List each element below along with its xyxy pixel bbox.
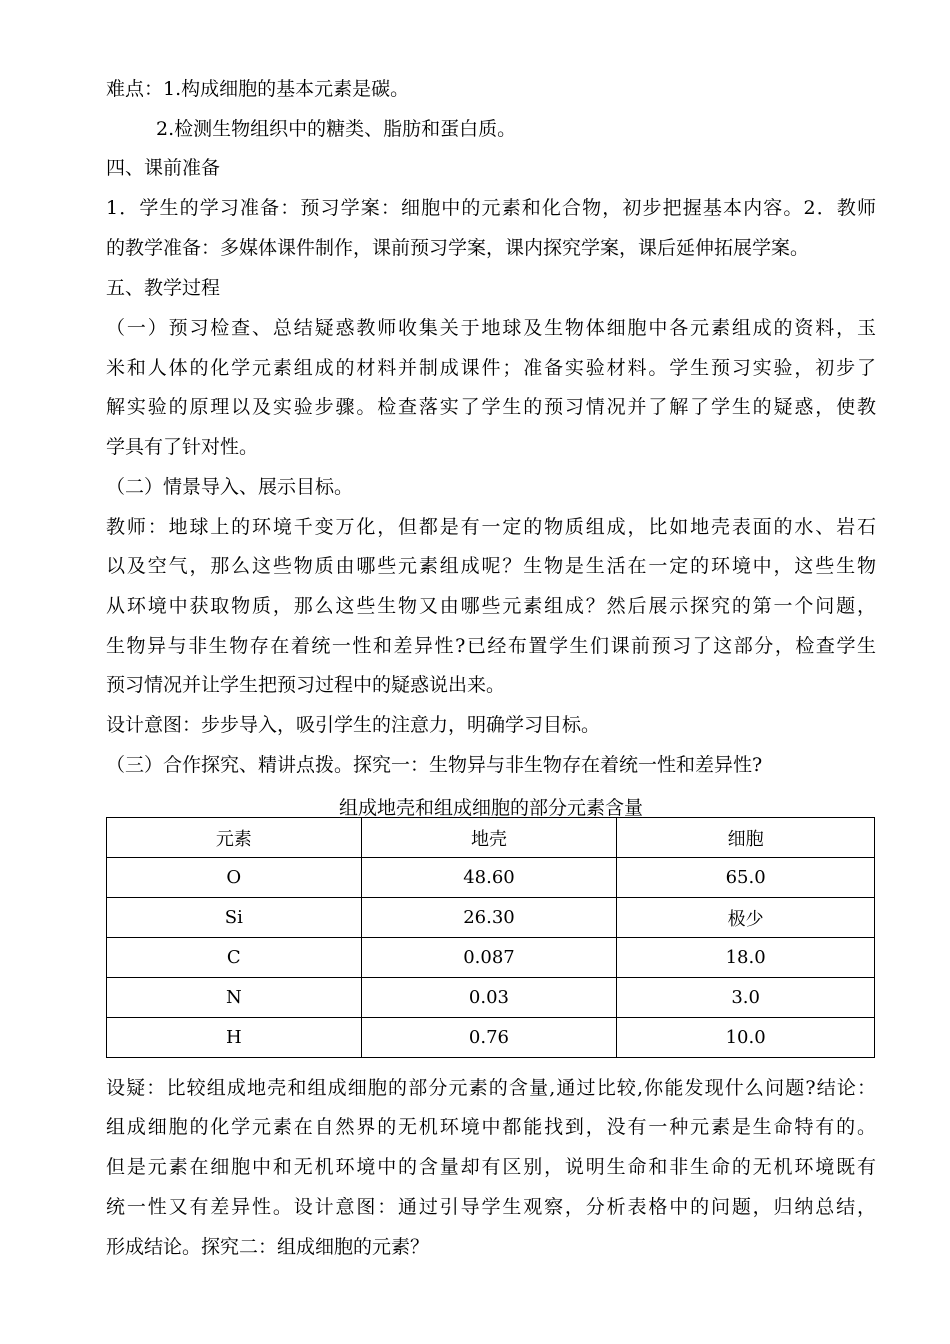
table-row (107, 1018, 875, 1058)
text-line: 以及空气，那么这些物质由哪些元素组成呢？生物是生活在一定的环境中，这些生物 (106, 555, 876, 577)
text-line: 教师：地球上的环境千变万化，但都是有一定的物质组成，比如地壳表面的水、岩石 (106, 516, 876, 538)
text-line: 形成结论。探究二：组成细胞的元素？ (106, 1236, 430, 1258)
table-cell: 26.30 (361, 898, 617, 938)
text-line: 生物异与非生物存在着统一性和差异性?已经布置学生们课前预习了这部分，检查学生 (106, 635, 876, 657)
text-line: 设疑：比较组成地壳和组成细胞的部分元素的含量,通过比较,你能发现什么问题?结论： (106, 1077, 876, 1099)
table-cell: 3.0 (617, 978, 875, 1018)
text-line: 1．学生的学习准备：预习学案：细胞中的元素和化合物，初步把握基本内容。2．教师 (106, 197, 876, 219)
text-line: 从环境中获取物质，那么这些生物又由哪些元素组成？然后展示探究的第一个问题， (106, 595, 876, 617)
table-row (107, 978, 875, 1018)
table-cell: 48.60 (361, 858, 617, 898)
table-cell: 18.0 (617, 938, 875, 978)
table-header-row (107, 818, 875, 858)
table-cell: 0.03 (361, 978, 617, 1018)
table-cell: C (107, 938, 362, 978)
text-line: 解实验的原理以及实验步骤。检查落实了学生的预习情况并了解了学生的疑惑，使教 (106, 396, 876, 418)
table-row (107, 858, 875, 898)
text-line: 但是元素在细胞中和无机环境中的含量却有区别，说明生命和非生命的无机环境既有 (106, 1156, 876, 1178)
table-cell: 65.0 (617, 858, 875, 898)
text-line: （一）预习检查、总结疑惑教师收集关于地球及生物体细胞中各元素组成的资料，玉 (106, 317, 876, 339)
table-row (107, 898, 875, 938)
element-content-table (106, 817, 875, 1058)
section-heading: 五、教学过程 (106, 277, 221, 299)
table-cell: H (107, 1018, 362, 1058)
table-caption: 组成地壳和组成细胞的部分元素含量 (338, 797, 643, 819)
column-header: 元素 (107, 818, 362, 858)
table-cell: O (107, 858, 362, 898)
text-line: （二）情景导入、展示目标。 (106, 476, 354, 498)
text-line: 预习情况并让学生把预习过程中的疑惑说出来。 (106, 674, 506, 696)
text-line: 设计意图：步步导入，吸引学生的注意力，明确学习目标。 (106, 714, 601, 736)
column-header: 细胞 (617, 818, 875, 858)
section-heading: 四、课前准备 (106, 157, 221, 179)
text-line: （三）合作探究、精讲点拨。探究一：生物异与非生物存在着统一性和差异性? (106, 754, 763, 776)
table-cell: Si (107, 898, 362, 938)
text-line: 统一性又有差异性。设计意图：通过引导学生观察，分析表格中的问题，归纳总结， (106, 1196, 876, 1218)
text-line: 2.检测生物组织中的糖类、脂肪和蛋白质。 (156, 118, 517, 140)
table-row (107, 938, 875, 978)
table-cell: N (107, 978, 362, 1018)
text-line: 米和人体的化学元素组成的材料并制成课件；准备实验材料。学生预习实验，初步了 (106, 357, 876, 379)
table-cell: 极少 (617, 898, 875, 938)
column-header: 地壳 (361, 818, 617, 858)
table-cell: 0.76 (361, 1018, 617, 1058)
text-line: 的教学准备：多媒体课件制作，课前预习学案，课内探究学案，课后延伸拓展学案。 (106, 237, 810, 259)
text-line: 学具有了针对性。 (106, 436, 259, 458)
text-line: 难点：1.构成细胞的基本元素是碳。 (106, 78, 410, 100)
table-cell: 10.0 (617, 1018, 875, 1058)
table-cell: 0.087 (361, 938, 617, 978)
text-line: 组成细胞的化学元素在自然界的无机环境中都能找到，没有一种元素是生命特有的。 (106, 1116, 876, 1138)
